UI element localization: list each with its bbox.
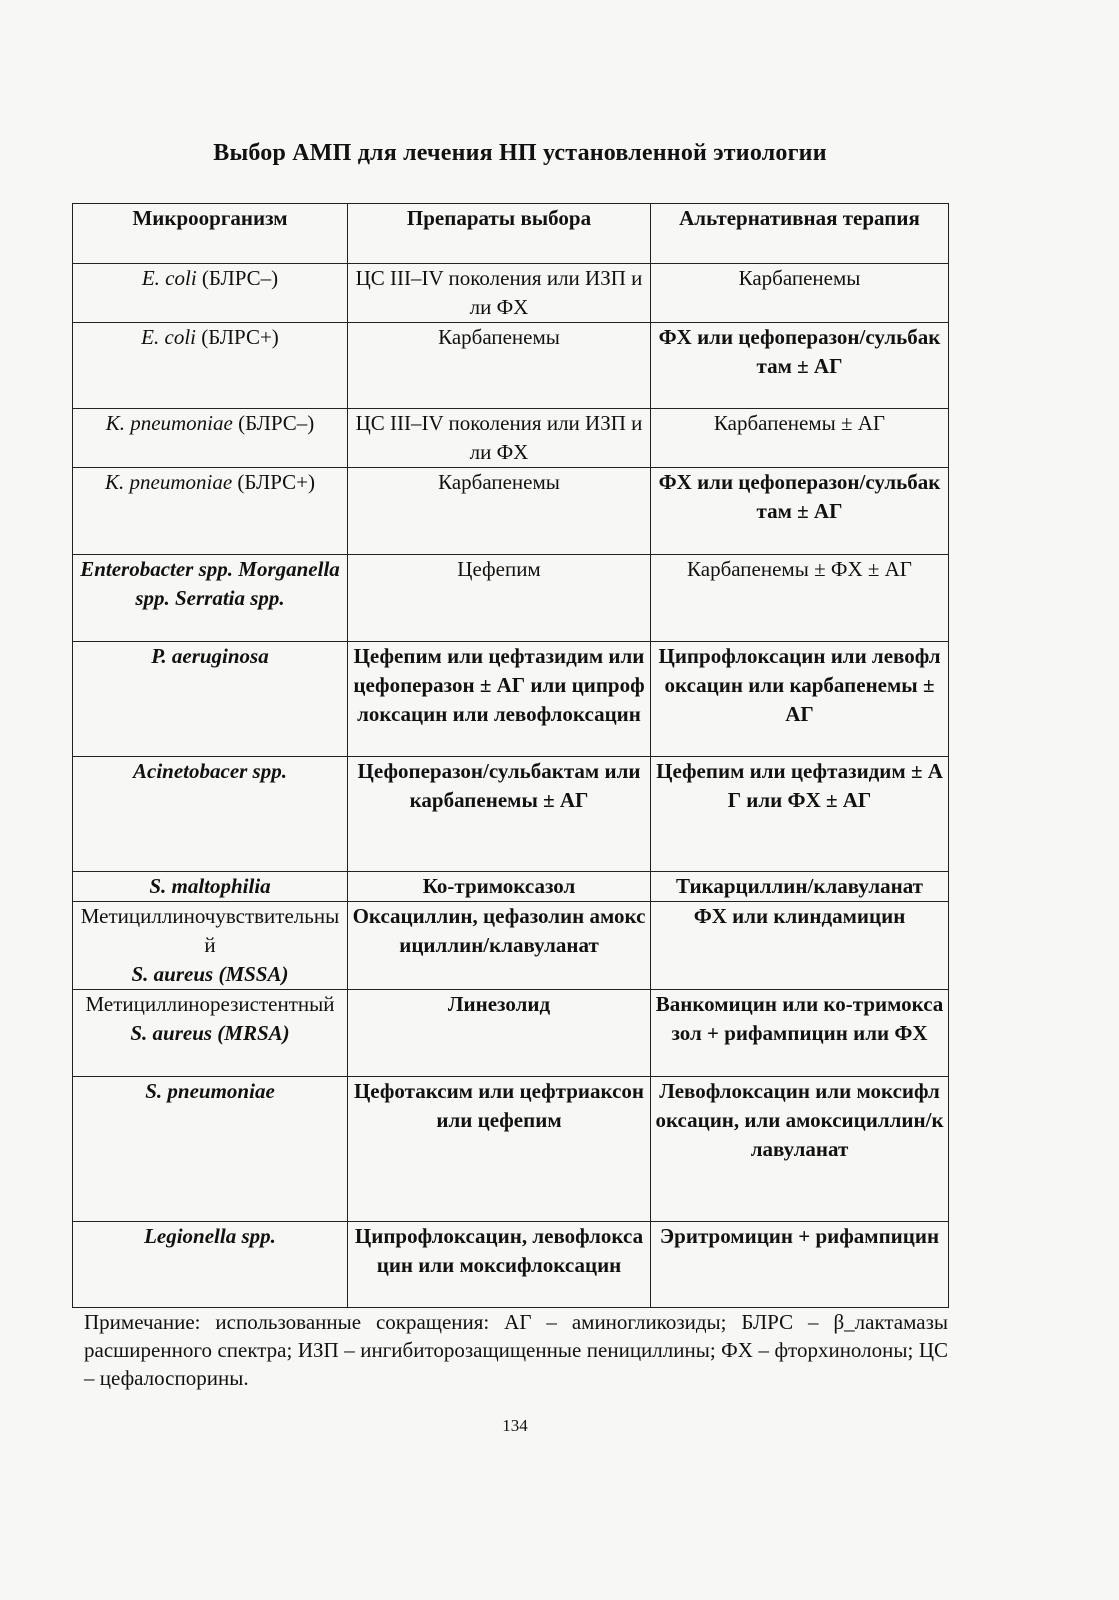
organism-name: K. pneumoniae (105, 470, 233, 494)
footnote: Примечание: использованные сокращения: АГ – аминогликозиды; БЛРС – β_лактамазы расширенного спектра; ИЗП – ингибиторозащищенные пенициллины; ФХ – фторхинолоны; ЦС – цефалоспорины. (84, 1310, 948, 1390)
choice-cell: Ципрофлоксацин, левофлоксацин или моксифлоксацин (348, 1222, 651, 1308)
organism-cell (73, 468, 348, 555)
table-row (73, 902, 949, 990)
alternative-cell: ФХ или клиндамицин (651, 902, 949, 990)
alternative-cell: Карбапенемы (651, 264, 949, 323)
alternative-cell: Цефепим или цефтазидим ± АГ или ФХ ± АГ (651, 757, 949, 872)
organism-cell (73, 642, 348, 757)
organism-name: Legionella spp. (144, 1224, 276, 1248)
choice-cell: Ко-тримоксазол (348, 872, 651, 902)
choice-cell: ЦС III–IV поколения или ИЗП или ФХ (348, 409, 651, 468)
alternative-cell: Карбапенемы ± ФХ ± АГ (651, 555, 949, 642)
table-row (73, 555, 949, 642)
organism-cell (73, 555, 348, 642)
choice-cell: Цефотаксим или цефтриаксон или цефепим (348, 1077, 651, 1222)
organism-name: S. aureus (MRSA) (130, 1021, 290, 1045)
choice-cell: ЦС III–IV поколения или ИЗП или ФХ (348, 264, 651, 323)
organism-name: E. coli (141, 325, 196, 349)
table-row (73, 757, 949, 872)
header-alternative: Альтернативная терапия (651, 204, 949, 264)
organism-name: Enterobacter spp. Morganella spp. Serratia spp. (80, 557, 340, 610)
alternative-cell: Ванкомицин или ко-тримоксазол + рифампицин или ФХ (651, 990, 949, 1077)
table-row (73, 323, 949, 409)
organism-cell (73, 1222, 348, 1308)
organism-esbl-status: (БЛРС+) (196, 325, 279, 349)
organism-cell (73, 902, 348, 990)
table-header-row (73, 204, 949, 264)
organism-name: Acinetobacer spp. (133, 759, 287, 783)
alternative-cell: Тикарциллин/клавуланат (651, 872, 949, 902)
alternative-cell: Карбапенемы ± АГ (651, 409, 949, 468)
organism-cell (73, 264, 348, 323)
organism-cell (73, 1077, 348, 1222)
alternative-cell: Левофлоксацин или моксифлоксацин, или амоксициллин/клавуланат (651, 1077, 949, 1222)
organism-name: P. aeruginosa (151, 644, 269, 668)
choice-cell: Цефоперазон/сульбактам или карбапенемы ± АГ (348, 757, 651, 872)
organism-esbl-status: (БЛРС+) (232, 470, 315, 494)
choice-cell: Карбапенемы (348, 468, 651, 555)
antibiotic-table (72, 203, 949, 1308)
alternative-cell: Эритромицин + рифампицин (651, 1222, 949, 1308)
table-row (73, 264, 949, 323)
alternative-cell: Ципрофлоксацин или левофлоксацин или карбапенемы ± АГ (651, 642, 949, 757)
organism-cell (73, 323, 348, 409)
table-row (73, 1222, 949, 1308)
organism-cell (73, 757, 348, 872)
organism-name: E. coli (141, 266, 197, 290)
table-row (73, 1077, 949, 1222)
alternative-cell: ФХ или цефоперазон/сульбактам ± АГ (651, 468, 949, 555)
page-number: 134 (502, 1416, 528, 1435)
organism-name: S. maltophilia (149, 874, 271, 898)
organism-cell (73, 990, 348, 1077)
choice-cell: Цефепим (348, 555, 651, 642)
choice-cell: Карбапенемы (348, 323, 651, 409)
organism-cell (73, 872, 348, 902)
table-row (73, 409, 949, 468)
choice-cell: Цефепим или цефтазидим или цефоперазон ± АГ или ципрофлоксацин или левофлоксацин (348, 642, 651, 757)
organism-esbl-status: (БЛРС–) (232, 411, 315, 435)
organism-name: K. pneumoniae (105, 411, 233, 435)
table-row (73, 872, 949, 902)
table-row (73, 990, 949, 1077)
alternative-cell: ФХ или цефоперазон/сульбактам ± АГ (651, 323, 949, 409)
organism-cell (73, 409, 348, 468)
table-row (73, 468, 949, 555)
choice-cell: Оксациллин, цефазолин амоксициллин/клавуланат (348, 902, 651, 990)
organism-prefix: Метициллинорезистентный (85, 992, 335, 1016)
choice-cell: Линезолид (348, 990, 651, 1077)
organism-esbl-status: (БЛРС–) (196, 266, 279, 290)
page-title: Выбор АМП для лечения НП установленной этиологии (213, 140, 827, 166)
organism-name: S. pneumoniae (145, 1079, 275, 1103)
organism-prefix: Метициллиночувствительный (80, 904, 340, 957)
header-organism: Микроорганизм (73, 204, 348, 264)
header-choice: Препараты выбора (348, 204, 651, 264)
organism-name: S. aureus (MSSA) (131, 962, 289, 986)
table-row (73, 642, 949, 757)
